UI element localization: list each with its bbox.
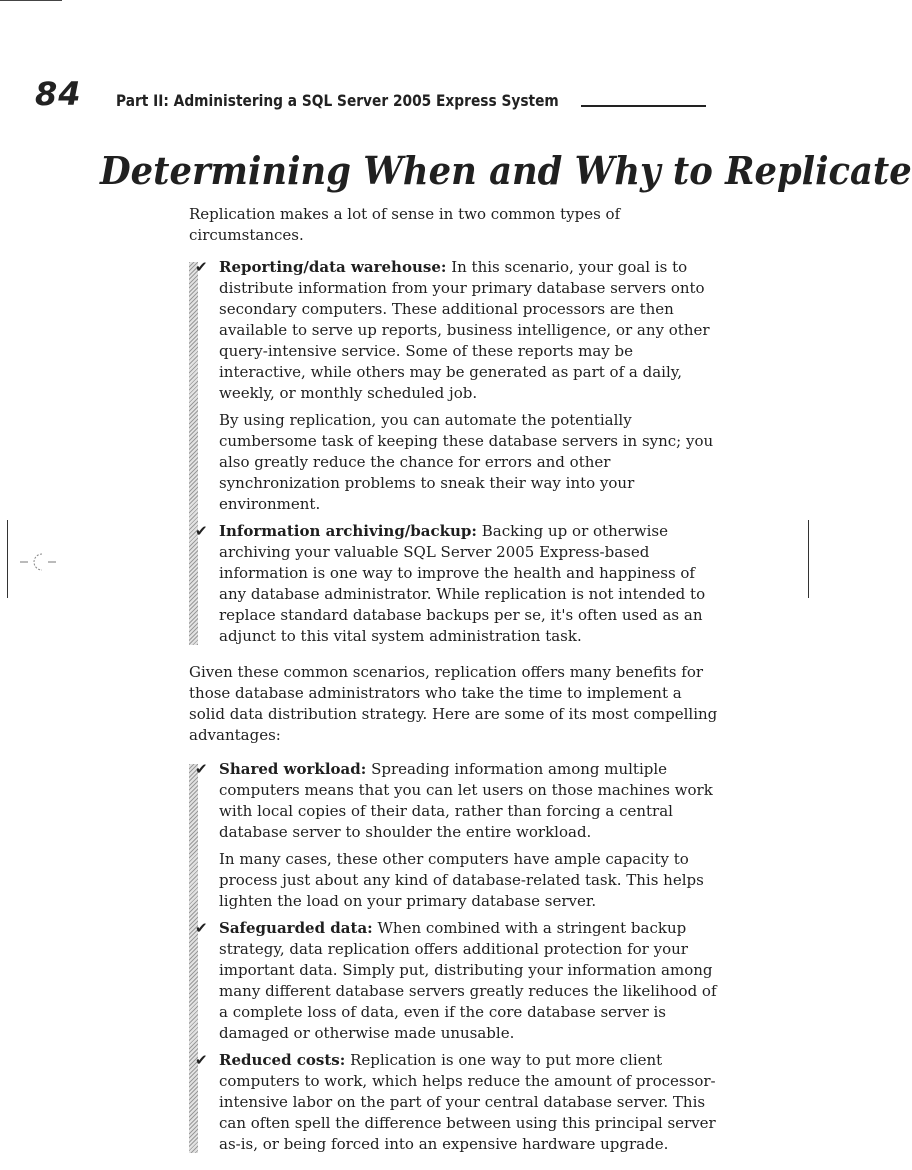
list-item-term: Shared workload: bbox=[219, 760, 367, 778]
list-item bbox=[195, 257, 719, 515]
section-title: Determining When and Why to Replicate bbox=[100, 148, 912, 193]
list-shade-bar bbox=[189, 262, 198, 645]
intro-paragraph: Replication makes a lot of sense in two common types of circumstances. bbox=[189, 205, 621, 244]
list-item-term: Reporting/data warehouse: bbox=[219, 258, 447, 276]
list-item-text: Replication is one way to put more client computers to work, which helps reduce the amount of processor-intensive labor on the part of your central database server. This can often spell the difference between using this principal server as-is, or being forced into an expensive hardware upgrade. bbox=[219, 1051, 716, 1153]
list-item-body bbox=[219, 918, 719, 1044]
scenario-list bbox=[189, 257, 719, 647]
list-item-body bbox=[219, 759, 719, 843]
list-item bbox=[195, 521, 719, 647]
list-item-text: Backing up or otherwise archiving your valuable SQL Server 2005 Express-based information is one way to improve the health and happiness of any database administrator. While replication is not intended to replace standard database backups per se, it's often used as an adjunct to this vital system administration task. bbox=[219, 522, 706, 645]
running-head-text: Part II: Administering a SQL Server 2005 Express System bbox=[116, 91, 559, 110]
advantages-intro-paragraph: Given these common scenarios, replication offers many benefits for those database administrators who take the time to implement a solid data distribution strategy. Here are some of its most compelling advantages: bbox=[189, 663, 718, 744]
list-item bbox=[195, 918, 719, 1044]
list-item-body bbox=[219, 521, 719, 647]
body-content bbox=[189, 204, 719, 1170]
list-item-text: When combined with a stringent backup strategy, data replication offers additional protection for your important data. Simply put, distributing your information among many different database servers greatly reduces the likelihood of a complete loss of data, even if the core database server is damaged or otherwise made unusable. bbox=[219, 919, 717, 1042]
crosshair-registration-icon bbox=[20, 548, 56, 576]
page-number: 84 bbox=[35, 75, 82, 113]
running-head-rule bbox=[581, 105, 706, 107]
crop-mark-right bbox=[808, 520, 809, 598]
checkmark-icon: ✔ bbox=[195, 1051, 208, 1069]
checkmark-icon: ✔ bbox=[195, 258, 208, 276]
list-item bbox=[195, 1050, 719, 1155]
crop-mark-left bbox=[7, 520, 8, 598]
checkmark-icon: ✔ bbox=[195, 522, 208, 540]
list-item-term: Reduced costs: bbox=[219, 1051, 346, 1069]
checkmark-icon: ✔ bbox=[195, 760, 208, 778]
crop-mark-top bbox=[0, 0, 62, 1]
list-item-term: Information archiving/backup: bbox=[219, 522, 477, 540]
list-shade-bar bbox=[189, 764, 198, 1153]
list-item-text: In this scenario, your goal is to distribute information from your primary database servers onto secondary computers. These additional processors are then available to serve up reports, business intelligence, or any other query-intensive service. Some of these reports may be interactive, while others may be generated as part of a daily, weekly, or monthly scheduled job. bbox=[219, 258, 710, 402]
list-item-body bbox=[219, 257, 719, 404]
list-item-followup: In many cases, these other computers have ample capacity to process just about any kind of database-related task. This helps lighten the load on your primary database server. bbox=[219, 850, 704, 910]
checkmark-icon: ✔ bbox=[195, 919, 208, 937]
list-item bbox=[195, 759, 719, 912]
list-item-body bbox=[219, 1050, 719, 1155]
list-item-followup: By using replication, you can automate the potentially cumbersome task of keeping these database servers in sync; you also greatly reduce the chance for errors and other synchronization problems to sneak their way into your environment. bbox=[219, 411, 714, 513]
list-item-term: Safeguarded data: bbox=[219, 919, 373, 937]
list-item-text: Spreading information among multiple computers means that you can let users on those machines work with local copies of their data, rather than forcing a central database server to shoulder the entire workload. bbox=[219, 760, 713, 841]
advantages-list bbox=[189, 759, 719, 1155]
running-head bbox=[116, 91, 706, 110]
